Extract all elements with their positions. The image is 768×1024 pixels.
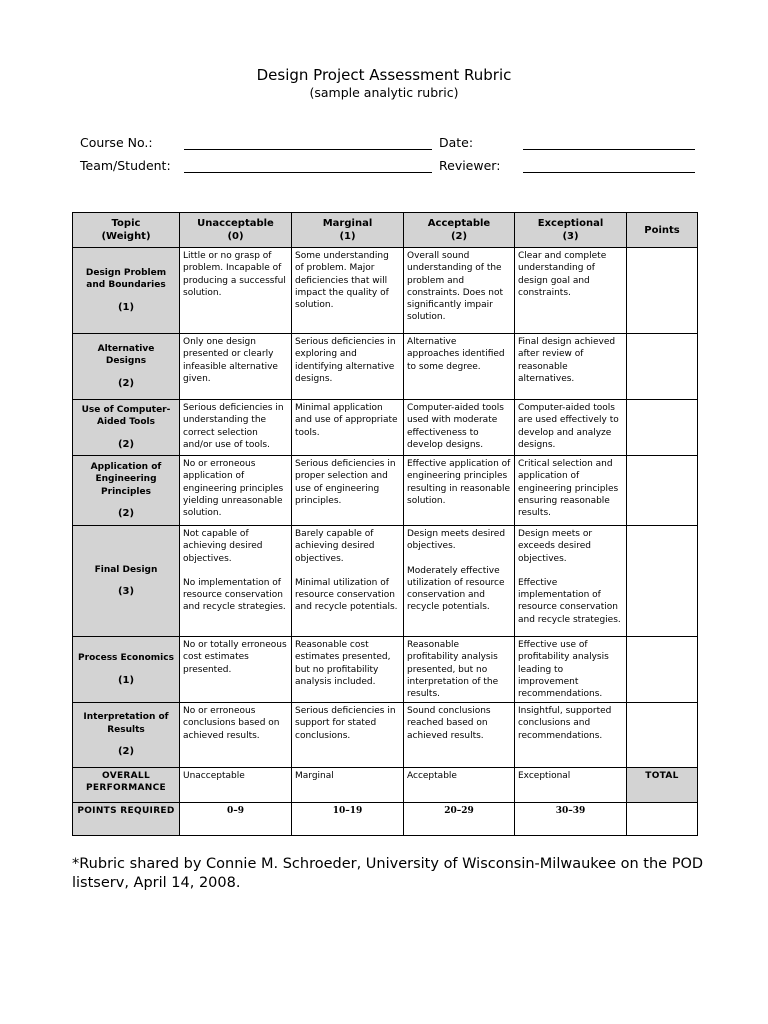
criteria-text: Alternative approaches identified to some degree. <box>407 337 505 372</box>
topic-cell <box>73 637 180 703</box>
rubric-row-final-design <box>73 526 698 637</box>
overall-exceptional: Exceptional <box>515 768 627 803</box>
acceptable-criteria-cell <box>404 456 515 526</box>
points-cell[interactable] <box>627 456 698 526</box>
acceptable-criteria-cell <box>404 637 515 703</box>
topic-name: Final Design <box>94 564 158 575</box>
topic-weight: (2) <box>117 438 135 450</box>
criteria-text: Effective use of profitability analysis leading to improvement recommendations. <box>518 640 609 700</box>
topic-name: Process Economics <box>78 653 174 663</box>
marginal-criteria-cell <box>292 248 404 334</box>
unacceptable-criteria-cell <box>180 526 292 637</box>
criteria-text: Critical selection and application of engineering principles ensuring reasonable results. <box>518 459 619 519</box>
rubric-row-process-economics <box>73 637 698 703</box>
course-label: Course No.: <box>80 135 153 150</box>
total-label: TOTAL <box>627 768 698 803</box>
acceptable-criteria-cell <box>404 400 515 456</box>
criteria-text: Moderately effective utilization of resource conservation and recycle potentials. <box>407 565 505 613</box>
footnote: *Rubric shared by Connie M. Schroeder, University of Wisconsin-Milwaukee on the POD listserv, April 14, 2008. <box>72 856 704 891</box>
unacceptable-criteria-cell <box>180 334 292 400</box>
exceptional-criteria-cell <box>515 526 627 637</box>
team-label: Team/Student: <box>80 158 171 173</box>
overall-acceptable: Acceptable <box>404 768 515 803</box>
acceptable-criteria-cell <box>404 334 515 400</box>
criteria-text: Only one design presented or clearly infeasible alternative given. <box>183 337 278 384</box>
unacceptable-criteria-cell <box>180 703 292 768</box>
criteria-text: Sound conclusions reached based on achieved results. <box>407 706 491 741</box>
criteria-text: Effective implementation of resource conservation and recycle strategies. <box>518 577 621 625</box>
criteria-text: No or erroneous conclusions based on achieved results. <box>183 706 280 741</box>
document-subtitle: (sample analytic rubric) <box>309 85 459 100</box>
criteria-text: Barely capable of achieving desired objectives. <box>295 529 375 564</box>
topic-cell <box>73 526 180 637</box>
header-row <box>73 213 698 248</box>
criteria-text: Insightful, supported conclusions and recommendations. <box>518 706 612 741</box>
points-cell[interactable] <box>627 334 698 400</box>
topic-name: Application of Engineering Principles <box>90 461 162 497</box>
criteria-text: Minimal utilization of resource conservation and recycle potentials. <box>295 577 398 613</box>
header-unacceptable: Unacceptable (0) <box>180 213 292 248</box>
criteria-text: No implementation of resource conservation and recycle strategies. <box>183 577 286 613</box>
date-label: Date: <box>439 135 474 150</box>
topic-weight: (2) <box>117 508 135 519</box>
required-exceptional: 30–39 <box>515 803 627 836</box>
criteria-text: Serious deficiencies in understanding the correct selection and/or use of tools. <box>183 403 284 450</box>
acceptable-criteria-cell <box>404 703 515 768</box>
rubric-row-application-of-engineering-principles <box>73 456 698 526</box>
criteria-text: Overall sound understanding of the problem and constraints. Does not significantly impair solution. <box>407 251 503 323</box>
rubric-row-interpretation-of-results <box>73 703 698 768</box>
exceptional-criteria-cell <box>515 334 627 400</box>
topic-weight: (3) <box>117 586 135 597</box>
required-acceptable: 20–29 <box>404 803 515 836</box>
required-unacceptable: 0–9 <box>180 803 292 836</box>
header-marginal: Marginal (1) <box>292 213 404 248</box>
criteria-text: Some understanding of problem. Major deficiencies that will impact the quality of solution. <box>295 251 389 311</box>
topic-weight: (1) <box>117 674 135 686</box>
criteria-text: Final design achieved after review of reasonable alternatives. <box>518 337 616 384</box>
criteria-text: Design meets desired objectives. <box>407 529 506 552</box>
rubric-row-design-problem-and-boundaries <box>73 248 698 334</box>
unacceptable-criteria-cell <box>180 637 292 703</box>
criteria-text: Minimal application and use of appropriate tools. <box>295 403 398 438</box>
topic-cell <box>73 703 180 768</box>
topic-cell <box>73 334 180 400</box>
unacceptable-criteria-cell <box>180 456 292 526</box>
points-cell[interactable] <box>627 248 698 334</box>
total-points-cell[interactable] <box>627 803 698 836</box>
criteria-text: Clear and complete understanding of design goal and constraints. <box>518 251 607 298</box>
overall-unacceptable: Unacceptable <box>180 768 292 803</box>
required-marginal: 10–19 <box>292 803 404 836</box>
unacceptable-criteria-cell <box>180 248 292 334</box>
topic-cell <box>73 248 180 334</box>
topic-name: Alternative Designs <box>97 343 155 367</box>
criteria-text: Not capable of achieving desired objectives. <box>183 529 263 564</box>
points-cell[interactable] <box>627 637 698 703</box>
header-points: Points <box>627 213 698 248</box>
rubric-table <box>72 212 698 836</box>
header-topic: Topic (Weight) <box>73 213 180 248</box>
topic-weight: (2) <box>117 746 135 758</box>
points-required-label: POINTS REQUIRED <box>73 803 180 836</box>
acceptable-criteria-cell <box>404 248 515 334</box>
team-field[interactable] <box>184 172 432 173</box>
rubric-row-alternative-designs <box>73 334 698 400</box>
criteria-text: Computer-aided tools are used effectively to develop and analyze designs. <box>518 403 619 450</box>
header-acceptable: Acceptable (2) <box>404 213 515 248</box>
points-cell[interactable] <box>627 400 698 456</box>
overall-marginal: Marginal <box>292 768 404 803</box>
topic-cell <box>73 400 180 456</box>
marginal-criteria-cell <box>292 334 404 400</box>
exceptional-criteria-cell <box>515 637 627 703</box>
criteria-text: Serious deficiencies in support for stated conclusions. <box>295 706 396 741</box>
reviewer-field[interactable] <box>523 172 695 173</box>
reviewer-label: Reviewer: <box>439 158 501 173</box>
marginal-criteria-cell <box>292 400 404 456</box>
points-cell[interactable] <box>627 703 698 768</box>
exceptional-criteria-cell <box>515 703 627 768</box>
overall-performance-row <box>73 768 698 803</box>
criteria-text: Computer-aided tools used with moderate effectiveness to develop designs. <box>407 403 504 450</box>
topic-name: Design Problem and Boundaries <box>85 267 167 291</box>
course-field[interactable] <box>184 149 432 150</box>
criteria-text: Little or no grasp of problem. Incapable of producing a successful solution. <box>183 251 286 298</box>
criteria-text: No or totally erroneous cost estimates presented. <box>183 640 287 675</box>
topic-weight: (2) <box>117 377 135 389</box>
document-title: Design Project Assessment Rubric <box>256 66 512 84</box>
criteria-text: Serious deficiencies in exploring and identifying alternative designs. <box>295 337 396 384</box>
criteria-text: Serious deficiencies in proper selection and use of engineering principles. <box>295 459 396 506</box>
topic-name: Interpretation of Results <box>83 712 169 735</box>
topic-cell <box>73 456 180 526</box>
exceptional-criteria-cell <box>515 248 627 334</box>
unacceptable-criteria-cell <box>180 400 292 456</box>
criteria-text: Reasonable profitability analysis presented, but no interpretation of the results. <box>407 640 499 700</box>
acceptable-criteria-cell <box>404 526 515 637</box>
marginal-criteria-cell <box>292 703 404 768</box>
marginal-criteria-cell <box>292 526 404 637</box>
exceptional-criteria-cell <box>515 456 627 526</box>
criteria-text: Effective application of engineering principles resulting in reasonable solution. <box>407 459 511 506</box>
topic-name: Use of Computer-Aided Tools <box>81 404 171 428</box>
criteria-text: No or erroneous application of engineering principles yielding unreasonable solution. <box>183 459 284 519</box>
topic-weight: (1) <box>117 301 135 313</box>
points-required-row <box>73 803 698 836</box>
criteria-text: Design meets or exceeds desired objectives. <box>518 529 593 564</box>
rubric-row-use-of-computer-aided-tools <box>73 400 698 456</box>
marginal-criteria-cell <box>292 637 404 703</box>
date-field[interactable] <box>523 149 695 150</box>
header-exceptional: Exceptional (3) <box>515 213 627 248</box>
criteria-text: Reasonable cost estimates presented, but no profitability analysis included. <box>295 640 391 687</box>
overall-performance-label: OVERALL PERFORMANCE <box>73 768 180 803</box>
marginal-criteria-cell <box>292 456 404 526</box>
exceptional-criteria-cell <box>515 400 627 456</box>
points-cell[interactable] <box>627 526 698 637</box>
